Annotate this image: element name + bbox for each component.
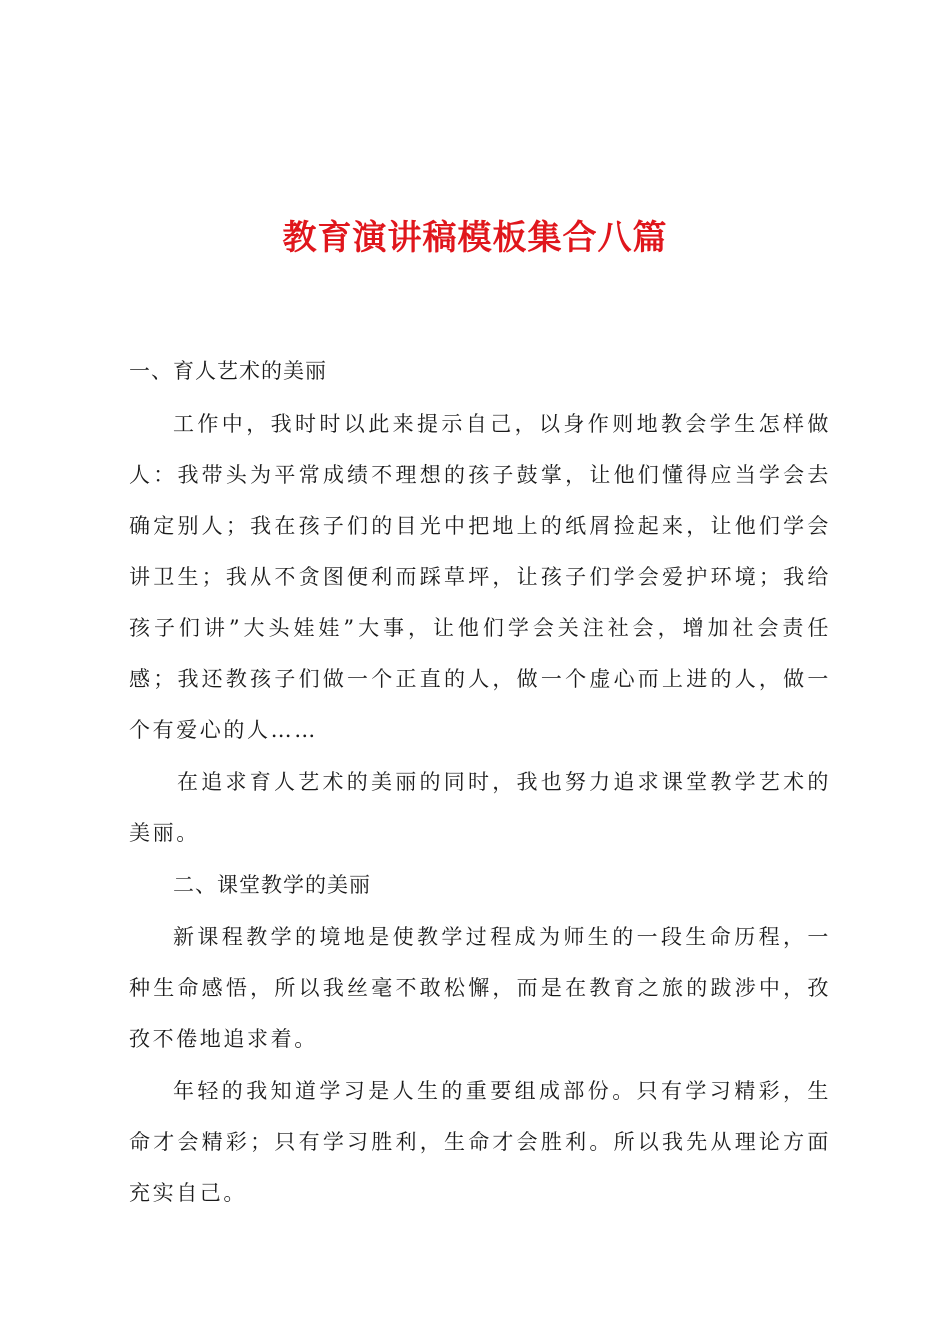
- section-heading-1: 一、育人艺术的美丽: [129, 359, 327, 383]
- paragraph-3: 新课程教学的境地是使教学过程成为师生的一段生命历程，一种生命感悟，所以我丝毫不敢松懈，而是在教育之旅的跋涉中，孜孜不倦地追求着。: [129, 925, 831, 1051]
- paragraph-4: 年轻的我知道学习是人生的重要组成部份。只有学习精彩，生命才会精彩；只有学习胜利，生命才会胜利。所以我先从理论方面充实自己。: [129, 1079, 831, 1205]
- document-title: 教育演讲稿模板集合八篇: [282, 218, 668, 258]
- paragraph-2: 在追求育人艺术的美丽的同时，我也努力追求课堂教学艺术的美丽。: [129, 770, 831, 845]
- document-body: [129, 346, 831, 1219]
- section-heading-2: 二、课堂教学的美丽: [173, 873, 371, 897]
- paragraph-1: 工作中，我时时以此来提示自己，以身作则地教会学生怎样做人：我带头为平常成绩不理想的孩子鼓掌，让他们懂得应当学会去确定别人；我在孩子们的目光中把地上的纸屑捡起来，让他们学会讲卫生；我从不贪图便利而踩草坪，让孩子们学会爱护环境；我给孩子们讲”大头娃娃”大事，让他们学会关注社会，增加社会责任感；我还教孩子们做一个正直的人，做一个虚心而上进的人，做一个有爱心的人……: [129, 412, 831, 742]
